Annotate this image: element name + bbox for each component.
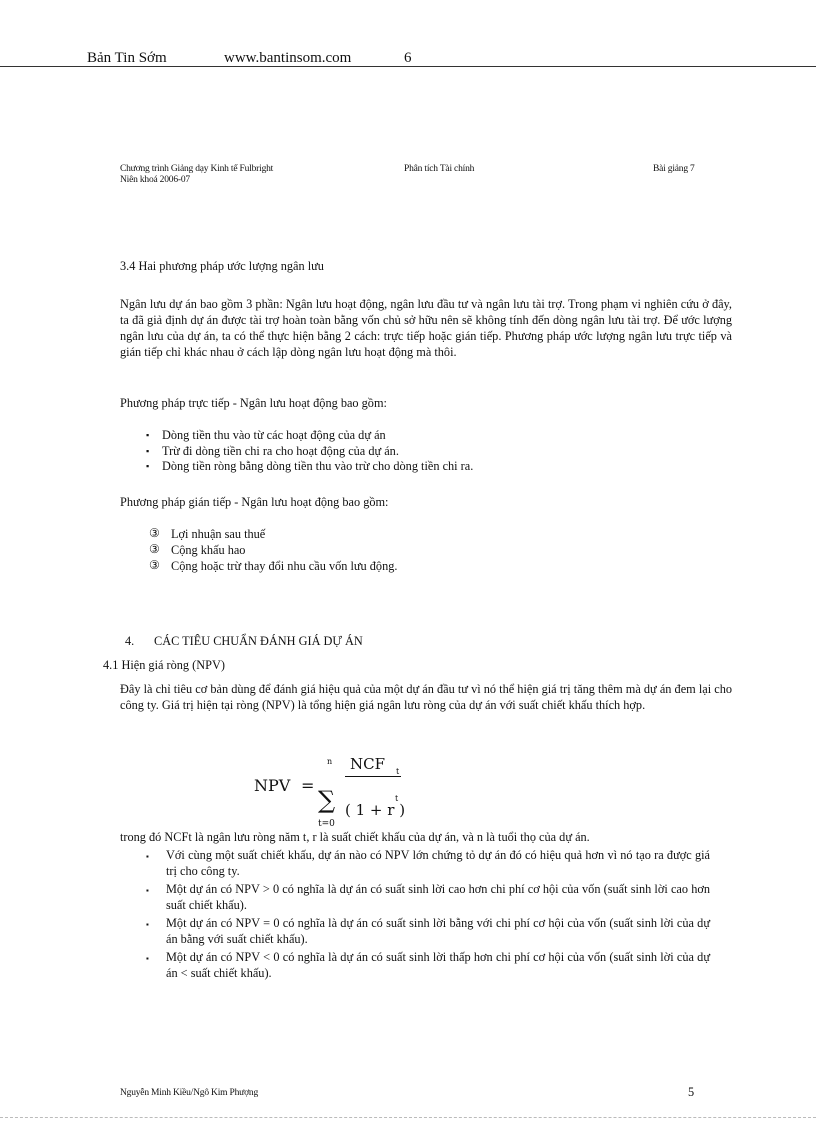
list-item: ▪ Một dự án có NPV = 0 có nghĩa là dự án có suất sinh lời bằng với chi phí cơ hội của vốn (suất sinh lời của dự án bằng với suất chiết khấu).	[146, 916, 710, 946]
site-url-link[interactable]: www.bantinsom.com	[224, 50, 352, 66]
bullet-icon: ▪	[146, 852, 149, 861]
denominator-exponent: t	[395, 794, 399, 803]
list-item: ③ Cộng hoặc trừ thay đổi nhu cầu vốn lưu động.	[149, 558, 398, 573]
page-bottom-divider	[0, 1117, 816, 1118]
circled-3-icon: ③	[149, 558, 160, 572]
site-name: Bản Tin Sớm	[87, 50, 167, 66]
numerator-subscript: t	[396, 767, 400, 776]
academic-year: Niên khoá 2006-07	[120, 175, 190, 185]
list-item: ③ Lợi nhuận sau thuế	[149, 526, 266, 541]
list-item: ▪ Một dự án có NPV > 0 có nghĩa là dự án có suất sinh lời cao hơn chi phí cơ hội của vốn (suất sinh lời cao hơn suất chiết khấu).	[146, 882, 710, 912]
formula-lhs: NPV	[254, 776, 291, 795]
formula-numerator: NCF	[350, 755, 386, 773]
bullet-icon: ▪	[146, 445, 150, 456]
direct-method-title: Phương pháp trực tiếp - Ngân lưu hoạt động bao gồm:	[120, 396, 387, 410]
sigma-icon: ∑	[318, 786, 336, 814]
sum-upper-limit: n	[327, 757, 333, 766]
indirect-method-list	[149, 526, 397, 574]
footer-authors: Nguyễn Minh Kiều/Ngô Kim Phượng	[120, 1088, 259, 1098]
formula-explanation: trong đó NCFt là ngân lưu ròng năm t, r là suất chiết khấu của dự án, và n là tuổi thọ của dự án.	[120, 830, 590, 844]
indirect-method-title: Phương pháp gián tiếp - Ngân lưu hoạt động bao gồm:	[120, 495, 389, 509]
bullet-icon: ▪	[146, 430, 150, 440]
bullet-icon: ▪	[146, 886, 149, 895]
section-4-number: 4.	[125, 634, 135, 648]
footer-page-number: 5	[688, 1085, 695, 1099]
npv-criteria-list	[146, 848, 710, 984]
sum-lower-limit: t=0	[318, 819, 335, 829]
list-item: ▪ Với cùng một suất chiết khấu, dự án nào có NPV lớn chứng tỏ dự án đó có hiệu quả hơn vì nó tạo ra được giá trị cho công ty.	[146, 848, 710, 878]
bullet-icon: ▪	[146, 920, 149, 929]
lecture-number: Bài giảng 7	[653, 164, 695, 174]
list-item: ▪ Dòng tiền thu vào từ các hoạt động của dự án	[146, 428, 386, 442]
subject-name: Phân tích Tài chính	[404, 164, 475, 174]
section-3-4-title: 3.4 Hai phương pháp ước lượng ngân lưu	[120, 259, 324, 273]
top-page-number: 6	[404, 50, 412, 66]
circled-3-icon: ③	[149, 542, 160, 556]
program-name: Chương trình Giảng dạy Kinh tế Fulbright	[120, 164, 274, 174]
section-4-1-title: 4.1 Hiện giá ròng (NPV)	[103, 658, 225, 672]
npv-intro: Đây là chỉ tiêu cơ bản dùng để đánh giá hiệu quả của một dự án đầu tư vì nó thể hiện giá trị tăng thêm mà dự án đem lại cho công ty. Giá trị hiện tại ròng (NPV) là tổng hiện giá ngân lưu ròng của dự án với suất chiết khấu thích hợp.	[120, 682, 732, 712]
list-item: ▪ Một dự án có NPV < 0 có nghĩa là dự án có suất sinh lời thấp hơn chi phí cơ hội của vốn (suất sinh lời của dự án < suất chiết khấu).	[146, 950, 710, 980]
fraction-bar	[345, 776, 401, 777]
list-item: ▪ Dòng tiền ròng bằng dòng tiền thu vào trừ cho dòng tiền chi ra.	[146, 459, 474, 473]
direct-method-list	[146, 428, 473, 475]
formula-equals: =	[301, 776, 315, 795]
list-item: ▪ Trừ đi dòng tiền chi ra cho hoạt động của dự án.	[146, 443, 399, 458]
top-rule	[0, 66, 816, 67]
bullet-icon: ▪	[146, 954, 149, 963]
list-item: ③ Cộng khấu hao	[149, 542, 246, 557]
circled-3-icon: ③	[149, 526, 160, 540]
bullet-icon: ▪	[146, 461, 150, 471]
section-4-title: CÁC TIÊU CHUẨN ĐÁNH GIÁ DỰ ÁN	[154, 634, 363, 648]
formula-denominator: ( 1 + r )	[345, 801, 406, 819]
section-3-4-intro: Ngân lưu dự án bao gồm 3 phần: Ngân lưu hoạt động, ngân lưu đầu tư và ngân lưu tài trợ. Trong phạm vi nghiên cứu ở đây, ta đã giả định dự án được tài trợ hoàn toàn bằng vốn chủ sở hữu nên sẽ không tính đến dòng ngân lưu tài trợ. Để ước lượng ngân lưu của dự án, ta có thể thực hiện bằng 2 cách: trực tiếp hoặc gián tiếp. Phương pháp ước lượng ngân lưu trực tiếp và gián tiếp chỉ khác nhau ở cách lập dòng ngân lưu hoạt động mà thôi.	[120, 297, 732, 359]
